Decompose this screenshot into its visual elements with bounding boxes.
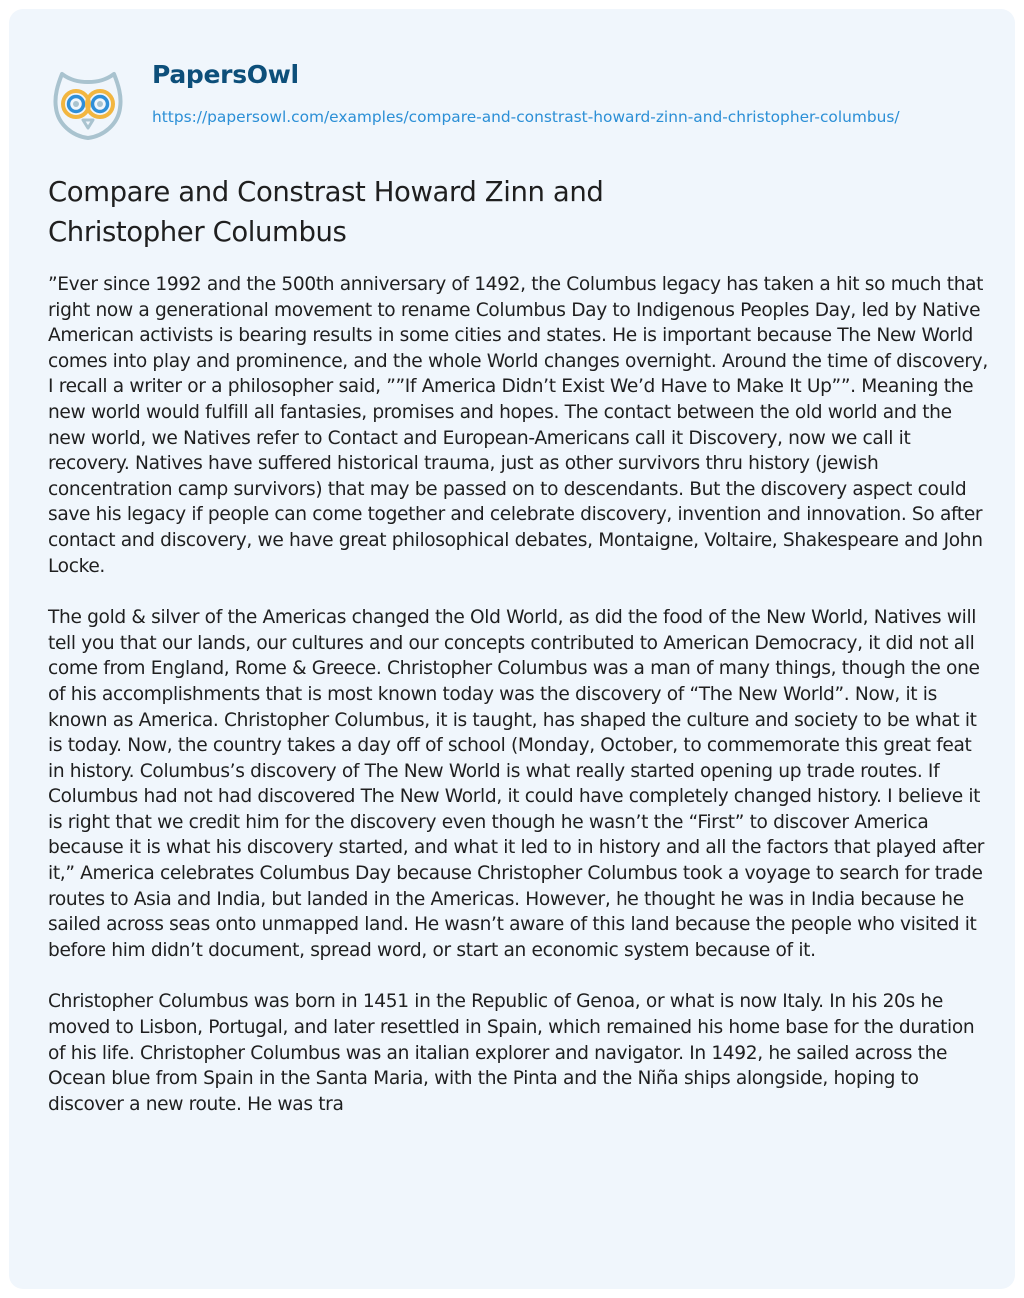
- article-paragraph: ”Ever since 1992 and the 500th anniversary of 1492, the Columbus legacy has taken a hit so much that right now a generational movement to rename Columbus Day to Indigenous Peoples Day, led by Native American activists is bearing results in some cities and states. He is important because The New World comes into play and prominence, and the whole World changes overnight. Around the time of discovery, I recall a writer or a philosopher said, ””If America Didn’t Exist We’d Have to Make It Up””. Meaning the new world would fulfill all fantasies, promises and hopes. The contact between the old world and the new world, we Natives refer to Contact and European-Americans call it Discovery, now we call it recovery. Natives have suffered historical trauma, just as other survivors thru history (jewish concentration camp survivors) that may be passed on to descendants. But the discovery aspect could save his legacy if people can come together and celebrate discovery, invention and innovation. So after contact and discovery, we have great philosophical debates, Montaigne, Voltaire, Shakespeare and John Locke.: [48, 274, 988, 577]
- owl-logo-icon[interactable]: [48, 62, 128, 142]
- article-paragraph: The gold & silver of the Americas changed the Old World, as did the food of the New World, Natives will tell you that our lands, our cultures and our concepts contributed to American Democracy, it did not all come from England, Rome & Greece. Christopher Columbus was a man of many things, though the one of his accomplishments that is most known today was the discovery of “The New World”. Now, it is known as America. Christopher Columbus, it is taught, has shaped the culture and society to be what it is today. Now, the country takes a day off of school (Monday, October, to commemorate this great feat in history. Columbus’s discovery of The New World is what really started opening up trade routes. If Columbus had not had discovered The New World, it could have completely changed history. I believe it is right that we credit him for the discovery even though he wasn’t the “First” to discover America because it is what his discovery started, and what it led to in history and all the factors that played after it,” America celebrates Columbus Day because Christopher Columbus took a voyage to search for trade routes to Asia and India, but landed in the Americas. However, he thought he was in India because he sailed across seas onto unmapped land. He wasn’t aware of this land because the people who visited it before him didn’t document, spread word, or start an economic system because of it.: [48, 607, 985, 961]
- brand-name[interactable]: PapersOwl: [152, 60, 299, 89]
- source-url-link[interactable]: https://papersowl.com/examples/compare-and-constrast-howard-zinn-and-christopher-columbus/: [152, 108, 900, 126]
- article-title: Compare and Constrast Howard Zinn and Christopher Columbus: [48, 176, 604, 248]
- article-paragraph: Christopher Columbus was born in 1451 in the Republic of Genoa, or what is now Italy. In his 20s he moved to Lisbon, Portugal, and later resettled in Spain, which remained his home base for the duration of his life. Christopher Columbus was an italian explorer and navigator. In 1492, he sailed across the Ocean blue from Spain in the Santa Maria, with the Pinta and the Niña ships alongside, hoping to discover a new route. He was tra: [48, 991, 975, 1115]
- article-body: [48, 272, 988, 1143]
